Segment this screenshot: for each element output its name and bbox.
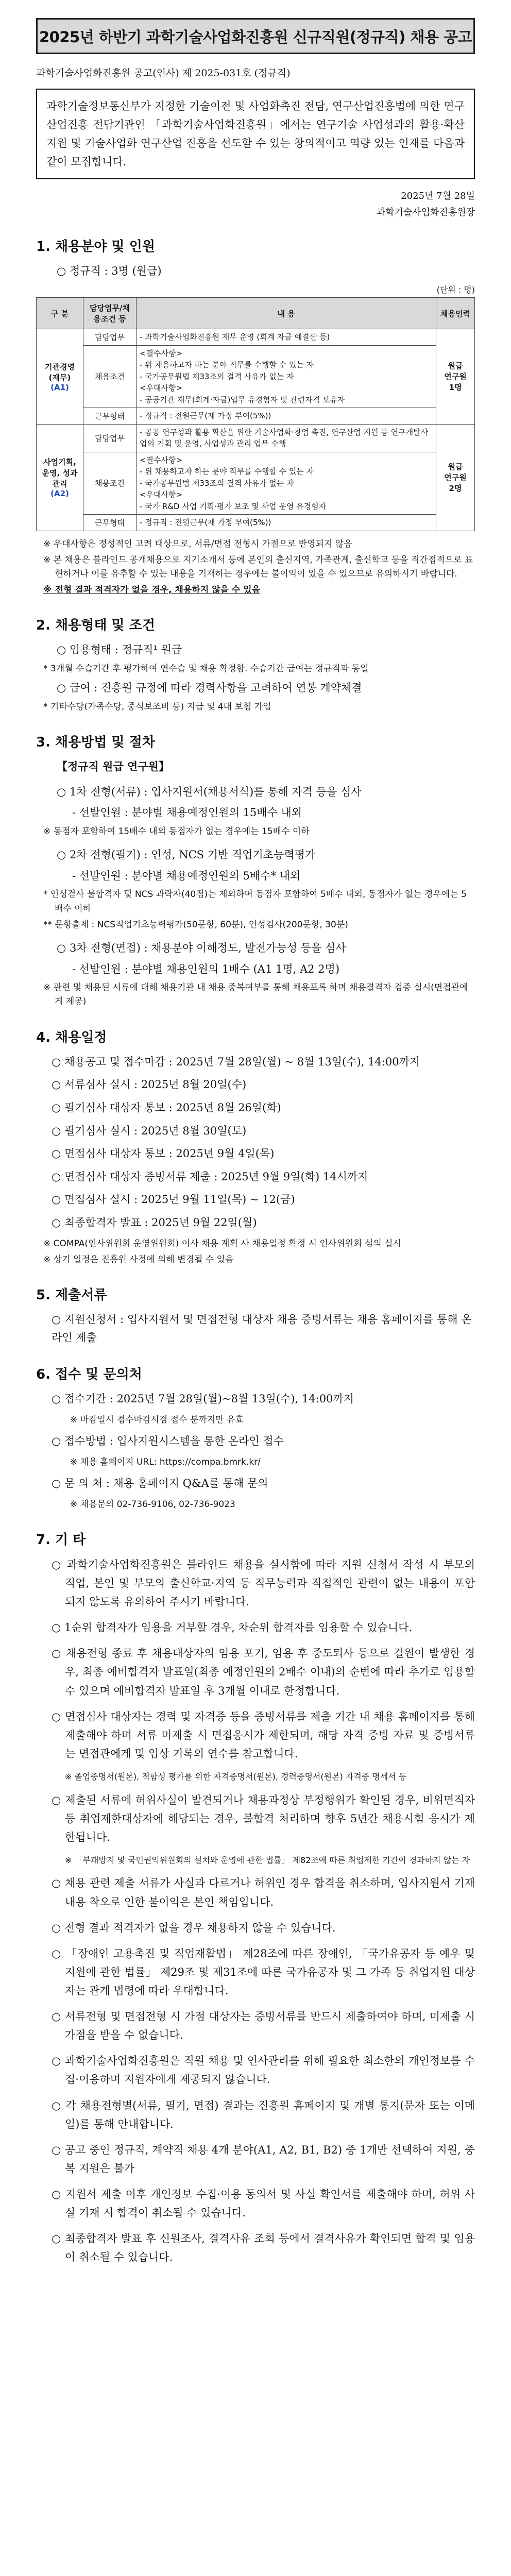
section-4-title: 4. 채용일정	[36, 1029, 107, 1045]
stage-head: ○ 2차 전형(필기) : 인성, NCS 기반 직업기초능력평가	[57, 849, 316, 861]
contact-item: ○ 접수기간 : 2025년 7월 28일(월)~8월 13일(수), 14:00까지	[52, 1393, 354, 1405]
stage-head: ○ 3차 전형(면접) : 채용분야 이해정도, 발전가능성 등을 심사	[57, 941, 346, 954]
section-2-title: 2. 채용형태 및 조건	[36, 618, 155, 634]
notice-number: 과학기술사업화진흥원 공고(인사) 제 2025-031호 (정규직)	[36, 67, 291, 79]
table-row	[37, 515, 475, 531]
contact-list	[36, 1390, 475, 1511]
section-7-title: 7. 기 타	[36, 1532, 86, 1548]
detail-cell: - 정규직 : 전원근무(재 가정 부여(5%))	[137, 515, 436, 531]
section-3-subtitle: 【정규직 원급 연구원】	[57, 759, 169, 773]
stage-detail: - 선발인원 : 분야별 채용예정인원의 5배수* 내외	[72, 869, 301, 882]
stage-detail: ※ 동점자 포함하여 15배수 내외 동점자가 없는 경우에는 15배수 이하	[43, 826, 310, 837]
schedule-list	[36, 1053, 475, 1232]
probation-note: * 3개월 수습기간 후 평가하여 연수습 및 채용 확정함. 수습기간 급여는 정규직과 동일	[43, 663, 369, 674]
note-item: ※ 우대사항은 정성적인 고려 대상으로, 서류/면접 전형시 가점으로 반영되지 않음	[43, 538, 352, 549]
table-body	[37, 329, 475, 531]
title-bar	[36, 18, 475, 54]
contact-note: ※ 채용문의 02-736-9106, 02-736-9023	[70, 1499, 235, 1510]
misc-item: ○ 각 채용전형별(서류, 필기, 면접) 결과는 진흥원 홈페이지 및 개별 통지(문자 또는 이메일)를 통해 안내합니다.	[52, 2099, 475, 2130]
schedule-item: ○ 최종합격자 발표 : 2025년 9월 22일(월)	[52, 1216, 257, 1229]
schedule-note: ※ 상기 일정은 진흥원 사정에 의해 변경될 수 있음	[43, 1254, 234, 1265]
role-cell: 채용조건	[83, 452, 137, 515]
intro-box: 과학기술정보통신부가 지정한 기술이전 및 사업화촉진 전담, 연구산업진흥법에 의한 연구산업진흥 전담기관인 「과학기술사업화진흥원」에서는 연구기술 사업성과의 활용·확산 지원 및 기술사업화 연구산업 진흥을 선도할 수 있는 창의적이고 역량 있는 인재를 다음과 같이 모집합니다.	[36, 89, 475, 179]
section-1-notes	[36, 537, 475, 598]
stage-detail: ** 문항출제 : NCS직업기초능력평가(50문항, 60분), 인성검사(200문항, 30분)	[43, 919, 348, 930]
recruitment-notice-page	[0, 18, 511, 2576]
salary-line: ○ 급여 : 진흥원 규정에 따라 경력사항을 고려하여 연봉 계약체결	[57, 682, 362, 694]
misc-item: ○ 서류전형 및 면접전형 시 가점 대상자는 증빙서류를 반드시 제출하여야 하며, 미제출 시 가점을 받을 수 없습니다.	[52, 2010, 475, 2042]
schedule-item: ○ 서류심사 실시 : 2025년 8월 20일(수)	[52, 1078, 247, 1091]
stage-detail: - 선발인원 : 분야별 채용예정인원의 15배수 내외	[72, 806, 302, 819]
misc-item: ○ 제출된 서류에 허위사실이 발견되거나 채용과정상 부정행위가 확인된 경우, 비위면직자 등 취업제한대상자에 해당되는 경우, 불합격 처리하며 향후 5년간 채용시험 응시가 제한됩니다.	[52, 1793, 475, 1843]
misc-item: ○ 면접심사 대상자는 경력 및 자격증 등을 증빙서류를 제출 기간 내 채용 홈페이지를 통해 제출해야 하며 서류 미제출 시 면접응시가 제한되며, 해당 자격 증빙 자료 및 증빙서류는 면접관에게 및 입상 기록의 연수를 참고합니다.	[52, 1710, 475, 1760]
detail-cell: <필수사항> - 위 채용하고자 하는 분야 직무를 수행할 수 있는 자 - 국가공무원법 제33조의 결격 사유가 없는 자 <우대사항> - 국가 R&D 사업 기획·평가 보조 및 사업 운영 유경험자	[137, 452, 436, 515]
notice-date: 2025년 7월 28일	[401, 191, 475, 202]
misc-list	[36, 1555, 475, 2267]
table-row	[37, 452, 475, 515]
employment-type: ○ 임용형태 : 정규직¹ 원급	[57, 643, 182, 656]
header-content: 내 용	[137, 298, 436, 329]
misc-item: ○ 지원서 제출 이후 개인정보 수집·이용 동의서 및 사실 확인서를 제출해야 하며, 허위 사실 기재 시 합격이 취소될 수 있습니다.	[52, 2188, 475, 2219]
schedule-item: ○ 면접심사 대상자 통보 : 2025년 9월 4일(목)	[52, 1147, 275, 1160]
role-cell: 담당업무	[83, 424, 137, 452]
misc-note: ※ 졸업증명서(원본), 적합성 평가를 위한 자격증명서(원본), 경력증명서(원본) 자격증 명세서 등	[65, 1771, 407, 1782]
section-5-title: 5. 제출서류	[36, 1287, 107, 1303]
detail-cell: - 공공 연구성과 활용 확산을 위한 기술사업화·창업 촉진, 연구산업 지원 등 연구개발사업의 기획 및 운영, 사업성과 관리 업무 수행	[137, 424, 436, 452]
role-cell: 채용조건	[83, 345, 137, 408]
detail-cell: <필수사항> - 위 채용하고자 하는 분야 직무를 수행할 수 있는 자 - 국가공무원법 제33조의 결격 사유가 없는 자 <우대사항> - 공공기관 재무(회계·자금)업무 유경험자 및 관련자격 보유자	[137, 345, 436, 408]
misc-item: ○ 채용 관련 제출 서류가 사실과 다르거나 허위인 경우 합격을 취소하며, 입사지원서 기재 내용 착오로 인한 불이익은 본인 책임입니다.	[52, 1877, 475, 1908]
section-3-title: 3. 채용방법 및 절차	[36, 734, 155, 750]
org-code: (A2)	[50, 489, 69, 499]
org-name: 기관경영(재무)	[45, 362, 75, 382]
table-row	[37, 345, 475, 408]
org-cell	[37, 329, 83, 425]
role-cell: 근무형태	[83, 408, 137, 425]
org-name: 사업기획, 운영, 성과관리	[42, 457, 78, 489]
selection-stages	[36, 783, 475, 1009]
contact-item: ○ 문 의 처 : 채용 홈페이지 Q&A를 통해 문의	[52, 1477, 268, 1490]
header-division: 구 분	[37, 298, 83, 329]
org-cell	[37, 424, 83, 531]
schedule-notes	[36, 1237, 475, 1267]
allowance-note: * 기타수당(가족수당, 중식보조비 등) 지급 및 4대 보험 가입	[43, 701, 271, 712]
detail-cell: - 정규직 : 전원근무(재 가정 부여(5%))	[137, 408, 436, 425]
schedule-item: ○ 필기심사 실시 : 2025년 8월 30일(토)	[52, 1124, 247, 1137]
note-item: ※ 전형 결과 적격자가 없을 경우, 채용하지 않을 수 있음	[43, 585, 261, 596]
misc-item: ○ 공고 중인 정규직, 계약직 채용 4개 분야(A1, A2, B1, B2) 중 1개만 선택하여 지원, 중복 지원은 불가	[52, 2143, 475, 2175]
unit-label: (단위 : 명)	[436, 285, 475, 295]
homepage-link[interactable]: ※ 채용 홈페이지 URL: https://compa.bmrk.kr/	[70, 1456, 261, 1467]
contact-note: ※ 마감일시 접수마감시점 접수 분까지만 유효	[70, 1415, 244, 1426]
recruitment-table	[36, 297, 475, 531]
total-positions: ○ 정규직 : 3명 (원급)	[57, 265, 162, 278]
schedule-item: ○ 필기심사 대상자 통보 : 2025년 8월 26일(화)	[52, 1101, 281, 1114]
table-header-row	[37, 298, 475, 329]
detail-cell: - 과학기술사업화진흥원 재무 운영 (회계 자금 예결산 등)	[137, 329, 436, 346]
misc-item: ○ 과학기술사업화진흥원은 블라인드 채용을 실시함에 따라 지원 신청서 작성 시 부모의 직업, 본인 및 부모의 출신학교·지역 등 직무능력과 직접적인 관련이 없는 내용이 포함되지 않도록 유의하여 주시기 바랍니다.	[52, 1558, 475, 1608]
misc-item: ○ 전형 결과 적격자가 없을 경우 채용하지 않을 수 있습니다.	[52, 1921, 336, 1934]
misc-note: ※ 「부패방지 및 국민권익위원회의 설치와 운영에 관한 법률」 제82조에 따른 취업제한 기간이 경과하지 않는 자	[65, 1855, 470, 1865]
header-count: 채용인력	[436, 298, 475, 329]
table-row	[37, 329, 475, 346]
role-cell: 근무형태	[83, 515, 137, 531]
misc-item: ○ 「장애인 고용촉진 및 직업재활법」 제28조에 따른 장애인, 「국가유공자 등 예우 및 지원에 관한 법률」 제29조 및 제31조에 따른 국가유공자 및 그 가족 등 취업지원 대상자는 관계 법령에 따라 우대합니다.	[52, 1947, 475, 1997]
schedule-note: ※ COMPA(인사위원회 운영위원회) 이사 채용 계획 사 채용일정 확정 시 인사위원회 심의 실시	[43, 1238, 401, 1249]
count-cell: 원급 연구원 2명	[436, 424, 475, 531]
misc-item: ○ 채용전형 종료 후 채용대상자의 임용 포기, 임용 후 중도퇴사 등으로 결원이 발생한 경우, 최종 예비합격자 발표일(최종 예정인원의 2배수 이내)의 순번에 따라 추가로 임용할 수 있으며 예비합격자 발표일 후 3개월 이내로 한정합니다.	[52, 1647, 475, 1697]
misc-item: ○ 최종합격자 발표 후 신원조사, 결격사유 조회 등에서 결격사유가 확인되면 합격 및 임용이 취소될 수 있습니다.	[52, 2232, 475, 2264]
documents-line: ○ 지원신청서 : 입사지원서 및 면접전형 대상자 채용 증빙서류는 채용 홈페이지를 통해 온라인 제출	[52, 1313, 472, 1344]
stage-detail: * 인성검사 불합격자 및 NCS 과락자(40점)는 제외하며 동점자 포함하여 5배수 내외, 동점자가 없는 경우에는 5배수 이하	[43, 889, 467, 914]
stage-detail: - 선발인원 : 분야별 채용인원의 1배수 (A1 1명, A2 2명)	[72, 962, 340, 975]
note-item: ※ 본 채용은 블라인드 공개채용으로 지기소개서 등에 본인의 출신지역, 가족관계, 출신학교 등을 직간접적으로 표현하거나 이를 유추할 수 있는 내용을 기재하는 경우에는 불이익이 있을 수 있으므로 유의하시기 바랍니다.	[43, 554, 473, 579]
table-row	[37, 408, 475, 425]
misc-item: ○ 1순위 합격자가 임용을 거부할 경우, 차순위 합격자를 임용할 수 있습니다.	[52, 1621, 413, 1634]
stage-detail: ※ 관련 및 채용된 서류에 대해 채용기관 내 채용 중복여부를 통해 채용포록 하며 채용결격자 검증 실시(면접관에게 제공)	[43, 982, 468, 1007]
schedule-item: ○ 면접심사 대상자 증빙서류 제출 : 2025년 9월 9일(화) 14시까지	[52, 1170, 368, 1183]
contact-item: ○ 접수방법 : 입사지원시스템을 통한 온라인 접수	[52, 1435, 284, 1448]
org-code: (A1)	[50, 382, 69, 392]
stage-head: ○ 1차 전형(서류) : 입사지원서(채용서식)를 통해 자격 등을 심사	[57, 785, 362, 798]
count-cell: 원급 연구원 1명	[436, 329, 475, 425]
section-1-title: 1. 채용분야 및 인원	[36, 239, 155, 255]
section-6-title: 6. 접수 및 문의처	[36, 1367, 142, 1383]
role-cell: 담당업무	[83, 329, 137, 346]
header-task: 담당업무/채용조건 등	[83, 298, 137, 329]
page-title: 2025년 하반기 과학기술사업화진흥원 신규직원(정규직) 채용 공고	[39, 28, 472, 46]
schedule-item: ○ 채용공고 및 접수마감 : 2025년 7월 28일(월) ~ 8월 13일(수), 14:00까지	[52, 1055, 420, 1068]
notice-issuer: 과학기술사업화진흥원장	[376, 207, 475, 218]
table-row	[37, 424, 475, 452]
misc-item: ○ 과학기술사업화진흥원은 직원 채용 및 인사관리를 위해 필요한 최소한의 개인정보를 수집·이용하며 지원자에게 제공되지 않습니다.	[52, 2055, 475, 2086]
schedule-item: ○ 면접심사 실시 : 2025년 9월 11일(목) ~ 12(금)	[52, 1193, 295, 1206]
